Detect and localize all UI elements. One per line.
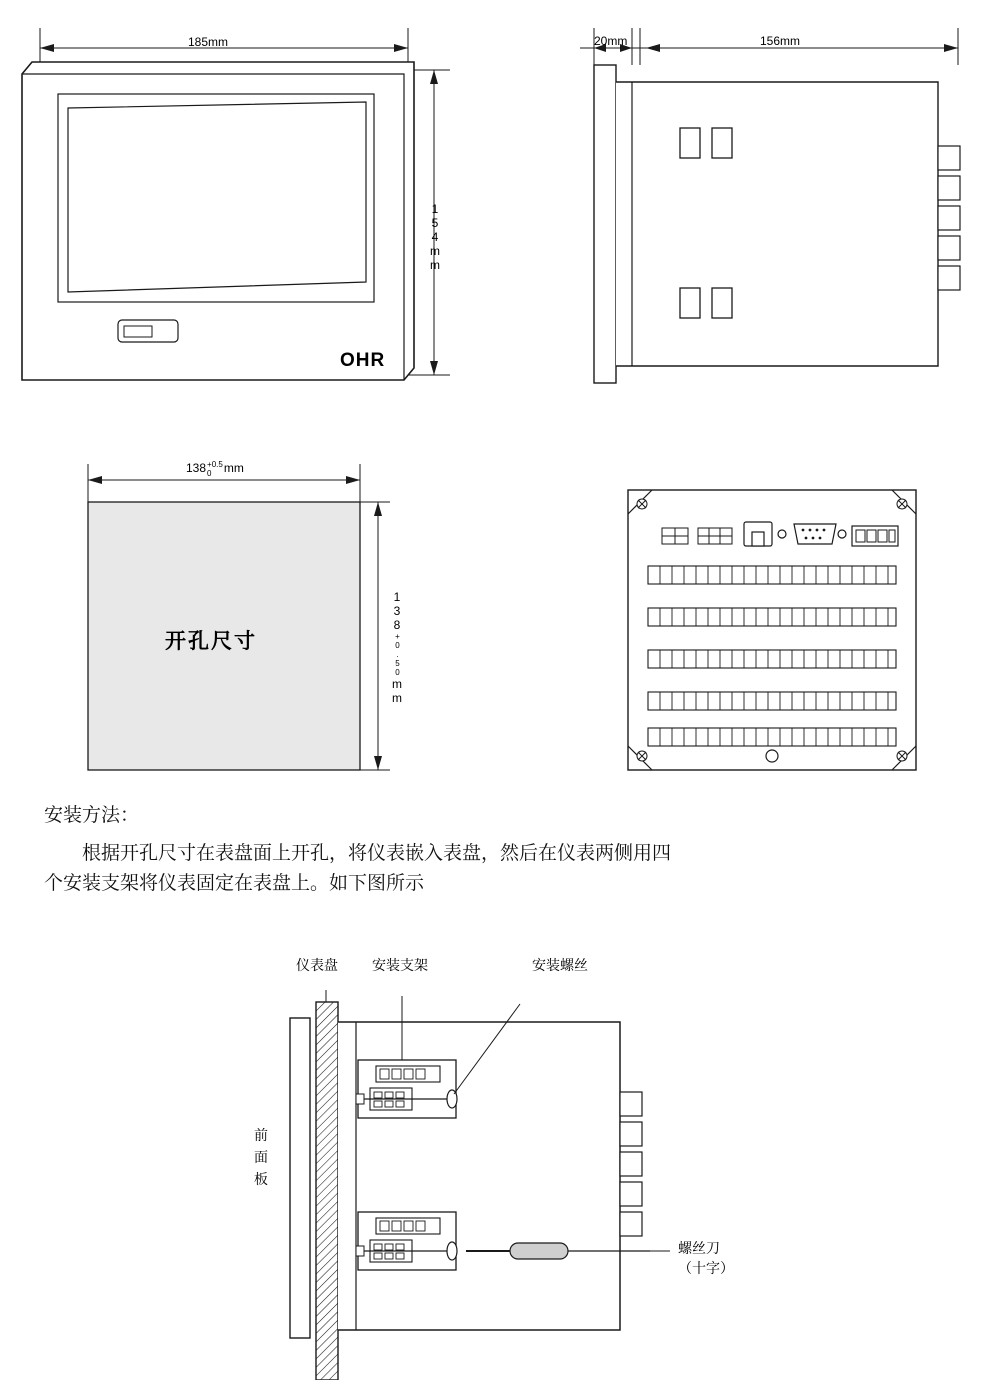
instructions-line-1: 根据开孔尺寸在表盘面上开孔，将仪表嵌入表盘，然后在仪表两侧用四	[82, 842, 672, 864]
front-height-dimension: 154mm	[428, 202, 442, 272]
side-depth-dimension: 156mm	[760, 34, 801, 48]
side-profile-view	[560, 10, 980, 400]
cutout-width-dimension	[186, 460, 244, 478]
rear-terminal-view	[600, 470, 940, 790]
label-front-panel	[252, 1125, 270, 1191]
cutout-height-sub: 0	[393, 668, 402, 677]
mounting-method-view	[180, 960, 880, 1380]
front-width-dimension: 185mm	[188, 35, 229, 49]
side-bezel-dimension: 20mm	[594, 34, 628, 48]
cutout-height-value: 138	[390, 590, 404, 632]
cutout-height-sup: +0.5	[393, 632, 402, 668]
label-screwdriver-line1: 螺丝刀	[678, 1241, 720, 1257]
front-panel-view	[10, 10, 470, 400]
instructions-heading: 安装方法：	[44, 804, 140, 826]
cutout-width-sub: 0	[207, 469, 212, 478]
cutout-caption: 开孔尺寸	[165, 629, 257, 653]
brand-logo: OHR	[340, 350, 386, 371]
instructions-line-2: 个安装支架将仪表固定在表盘上。如下图所示	[44, 872, 425, 894]
instructions-block	[44, 800, 954, 898]
label-mounting-bracket: 安装支架	[372, 958, 428, 974]
cutout-width-sup: +0.5	[207, 460, 223, 469]
label-screwdriver	[678, 1238, 734, 1278]
cutout-height-dimension	[390, 590, 404, 705]
rear-terminal-svg	[600, 470, 940, 790]
panel-cutout-view	[60, 440, 460, 790]
label-mounting-screw: 安装螺丝	[532, 958, 588, 974]
front-panel-svg	[10, 10, 470, 400]
cutout-height-unit: mm	[390, 677, 404, 705]
side-profile-svg	[560, 10, 980, 400]
label-front-panel-text: 前 面 板	[254, 1128, 268, 1188]
mounting-method-svg	[180, 960, 880, 1380]
cutout-width-value: 138	[186, 461, 207, 476]
label-meter-panel: 仪表盘	[296, 958, 338, 974]
label-screwdriver-line2: （十字）	[678, 1261, 734, 1277]
cutout-width-unit: mm	[223, 461, 244, 476]
